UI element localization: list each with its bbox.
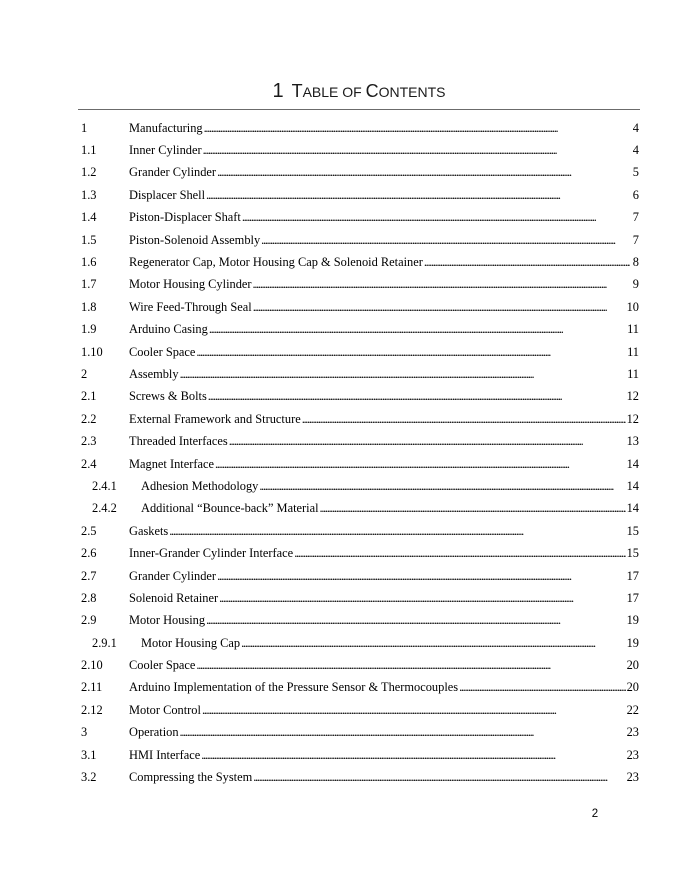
dot-leader (215, 457, 626, 472)
toc-entry-body (129, 725, 639, 740)
dot-leader (196, 345, 626, 360)
toc-entry-page: 5 (632, 165, 639, 180)
toc-entry-body (129, 233, 639, 248)
toc-entry[interactable] (81, 587, 639, 609)
dot-leader (253, 770, 625, 785)
toc-entry-body (129, 569, 639, 584)
dot-leader (209, 322, 626, 337)
toc-entry[interactable] (81, 184, 639, 206)
dot-leader (459, 680, 626, 695)
toc-entry[interactable] (81, 319, 639, 341)
toc-entry-number: 2.5 (81, 523, 97, 538)
toc-entry-body (129, 524, 639, 539)
toc-entry-title[interactable]: Grander Cylinder (129, 568, 217, 583)
toc-entry-title[interactable]: Additional “Bounce-back” Material (141, 501, 319, 516)
toc-entry[interactable] (81, 162, 639, 184)
toc-entry[interactable] (81, 766, 639, 788)
toc-entry-page: 20 (626, 680, 639, 695)
toc-entry-page: 6 (632, 187, 639, 202)
heading-title-initial-2: C (365, 81, 379, 101)
toc-entry-page: 11 (627, 322, 639, 337)
toc-entry-body (129, 748, 639, 763)
toc-entry[interactable] (81, 296, 639, 318)
toc-entry-page: 17 (626, 568, 639, 583)
toc-entry-title[interactable]: Arduino Casing (129, 322, 208, 337)
toc-entry-number: 1.1 (81, 143, 97, 158)
toc-entry-number: 2.2 (81, 411, 97, 426)
toc-entry-number: 1.7 (81, 277, 97, 292)
toc-entry-body (129, 680, 639, 695)
toc-entry-body (129, 591, 639, 606)
dot-leader (180, 367, 626, 382)
toc-entry-number: 2.10 (81, 658, 103, 673)
toc-entry-title[interactable]: Wire Feed-Through Seal (129, 299, 252, 314)
toc-entry-body (141, 479, 639, 494)
toc-heading (78, 80, 640, 110)
heading-title-initial-1: T (291, 81, 303, 101)
toc-entry-title[interactable]: Adhesion Methodology (141, 478, 259, 493)
dot-leader (302, 412, 626, 427)
toc-entry-body (129, 277, 639, 292)
toc-entry[interactable] (81, 542, 639, 564)
toc-entry[interactable] (81, 363, 639, 385)
dot-leader (201, 748, 625, 763)
toc-entry[interactable] (81, 610, 639, 632)
toc-entry-title[interactable]: Operation (129, 725, 179, 740)
toc-entry-page: 23 (626, 725, 639, 740)
dot-leader (261, 233, 630, 248)
toc-entry-number: 2.4 (81, 456, 97, 471)
toc-entry-page: 7 (632, 232, 639, 247)
toc-entry-number: 3.2 (81, 770, 97, 785)
heading-title-part-1: ABLE OF (302, 84, 366, 100)
dot-leader (241, 636, 625, 651)
toc-entry-page: 12 (626, 411, 639, 426)
toc-entry-body (129, 770, 639, 785)
dot-leader (196, 658, 625, 673)
dot-leader (217, 165, 630, 180)
toc-entry-title[interactable]: HMI Interface (129, 747, 201, 762)
dot-leader (259, 479, 625, 494)
toc-entry-number: 1.9 (81, 322, 97, 337)
toc-entry[interactable] (81, 251, 639, 273)
toc-entry-number: 3.1 (81, 747, 97, 762)
toc-entry-page: 15 (626, 546, 639, 561)
dot-leader (204, 121, 630, 136)
dot-leader (208, 389, 626, 404)
toc-entry-page: 23 (626, 747, 639, 762)
dot-leader (320, 501, 626, 516)
dot-leader (253, 300, 626, 315)
toc-entry-title[interactable]: Arduino Implementation of the Pressure Sensor & Thermocouples (129, 680, 459, 695)
toc-entry-number: 1.2 (81, 165, 97, 180)
toc-entry[interactable] (81, 699, 639, 721)
dot-leader (203, 143, 630, 158)
toc-entry-title[interactable]: Regenerator Cap, Motor Housing Cap & Solenoid Retainer (129, 255, 423, 270)
toc-entry-body (129, 165, 639, 180)
toc-entry-title[interactable]: Solenoid Retainer (129, 590, 219, 605)
toc-entry-body (129, 367, 639, 382)
toc-entry-number: 2.6 (81, 546, 97, 561)
toc-entry-page: 8 (632, 255, 639, 270)
toc-entry-title[interactable]: Threaded Interfaces (129, 434, 228, 449)
dot-leader (294, 546, 625, 561)
toc-entry[interactable] (81, 565, 639, 587)
toc-entry-title[interactable]: Displacer Shell (129, 187, 206, 202)
toc-entry-title[interactable]: Motor Housing Cylinder (129, 277, 252, 292)
toc-entry-page: 10 (626, 299, 639, 314)
toc-entry-body (129, 322, 639, 337)
toc-entry-page: 15 (626, 523, 639, 538)
toc-entry-body (129, 143, 639, 158)
dot-leader (424, 255, 630, 270)
toc-entry[interactable] (81, 654, 639, 676)
toc-entry-body (129, 457, 639, 472)
toc-entry[interactable] (81, 117, 639, 139)
toc-entry-number: 1.8 (81, 299, 97, 314)
toc-entry[interactable] (81, 744, 639, 766)
toc-entry-title[interactable]: Compressing the System (129, 770, 253, 785)
toc-entry-number: 2.4.2 (92, 501, 117, 516)
toc-entry-body (129, 255, 639, 270)
toc-entry-number: 2.8 (81, 590, 97, 605)
toc-entry-body (129, 345, 639, 360)
toc-entry-title[interactable]: External Framework and Structure (129, 411, 301, 426)
toc-entry-title[interactable]: Inner Cylinder (129, 143, 202, 158)
heading-title-part-2: ONTENTS (378, 84, 446, 100)
dot-leader (180, 725, 626, 740)
toc-entry-body (129, 434, 639, 449)
toc-entry-number: 1.6 (81, 255, 97, 270)
toc-entry-body (129, 188, 639, 203)
dot-leader (242, 210, 630, 225)
toc-entry[interactable] (81, 229, 639, 251)
toc-entry-page: 11 (627, 366, 639, 381)
dot-leader (229, 434, 626, 449)
dot-leader (206, 188, 630, 203)
toc-entry-title[interactable]: Screws & Bolts (129, 389, 207, 404)
toc-entry-body (129, 546, 639, 561)
toc-entry-title[interactable]: Grander Cylinder (129, 165, 217, 180)
toc-entry-body (129, 389, 639, 404)
dot-leader (253, 277, 630, 292)
toc-entry-title[interactable]: Gaskets (129, 523, 169, 538)
toc-entry-page: 20 (626, 658, 639, 673)
toc-entry[interactable] (81, 408, 639, 430)
toc-entry-page: 14 (626, 501, 639, 516)
toc-entry-number: 2.4.1 (92, 478, 117, 493)
toc-list (81, 117, 639, 789)
toc-entry-page: 4 (632, 120, 639, 135)
toc-entry-number: 1.3 (81, 187, 97, 202)
toc-entry[interactable] (81, 722, 639, 744)
toc-entry-number: 3 (81, 725, 88, 740)
dot-leader (217, 569, 626, 584)
toc-entry-number: 2.9.1 (92, 635, 117, 650)
toc-entry-page: 14 (626, 456, 639, 471)
toc-entry-title[interactable]: Motor Housing (129, 613, 206, 628)
toc-entry-page: 9 (632, 277, 639, 292)
toc-entry[interactable] (81, 677, 639, 699)
toc-entry-title[interactable]: Motor Control (129, 702, 201, 717)
toc-entry-number: 2.1 (81, 389, 97, 404)
toc-entry-title[interactable]: Magnet Interface (129, 456, 214, 471)
toc-entry-body (129, 121, 639, 136)
toc-entry-page: 23 (626, 770, 639, 785)
heading-number: 1 (272, 80, 284, 102)
toc-entry-body (129, 412, 639, 427)
toc-entry[interactable] (81, 453, 639, 475)
toc-entry[interactable] (81, 632, 639, 654)
toc-entry-number: 2.9 (81, 613, 97, 628)
toc-entry-title[interactable]: Piston-Solenoid Assembly (129, 232, 261, 247)
toc-entry[interactable] (81, 520, 639, 542)
toc-entry-page: 7 (632, 210, 639, 225)
toc-entry[interactable] (81, 341, 639, 363)
toc-entry[interactable] (81, 430, 639, 452)
toc-entry-page: 4 (632, 143, 639, 158)
toc-entry-title[interactable]: Cooler Space (129, 658, 196, 673)
dot-leader (169, 524, 625, 539)
toc-entry[interactable] (81, 207, 639, 229)
toc-entry[interactable] (81, 498, 639, 520)
toc-entry-title[interactable]: Inner-Grander Cylinder Interface (129, 546, 294, 561)
toc-entry-number: 2.7 (81, 568, 97, 583)
toc-entry-page: 13 (626, 434, 639, 449)
dot-leader (202, 703, 626, 718)
toc-entry-title[interactable]: Cooler Space (129, 344, 196, 359)
toc-entry-page: 19 (626, 613, 639, 628)
toc-entry-page: 22 (626, 702, 639, 717)
toc-entry-number: 1.10 (81, 344, 103, 359)
toc-entry[interactable] (81, 475, 639, 497)
dot-leader (219, 591, 625, 606)
toc-entry[interactable] (81, 139, 639, 161)
toc-entry-title[interactable]: Manufacturing (129, 120, 203, 135)
toc-entry-title[interactable]: Motor Housing Cap (141, 635, 241, 650)
toc-entry-body (129, 210, 639, 225)
toc-entry[interactable] (81, 274, 639, 296)
toc-entry-page: 17 (626, 590, 639, 605)
toc-entry-title[interactable]: Assembly (129, 366, 179, 381)
toc-entry-body (141, 636, 639, 651)
toc-entry-number: 1.5 (81, 232, 97, 247)
toc-entry-title[interactable]: Piston-Displacer Shaft (129, 210, 241, 225)
toc-entry-body (129, 300, 639, 315)
toc-entry-body (129, 658, 639, 673)
toc-entry-number: 2.11 (81, 680, 103, 695)
toc-entry[interactable] (81, 386, 639, 408)
toc-entry-page: 11 (627, 344, 639, 359)
toc-entry-body (129, 703, 639, 718)
toc-entry-page: 19 (626, 635, 639, 650)
toc-entry-number: 2.12 (81, 702, 103, 717)
toc-entry-number: 2 (81, 366, 88, 381)
toc-entry-page: 14 (626, 478, 639, 493)
page-number: 2 (591, 808, 599, 820)
toc-entry-body (141, 501, 639, 516)
toc-entry-number: 2.3 (81, 434, 97, 449)
toc-entry-page: 12 (626, 389, 639, 404)
toc-entry-body (129, 613, 639, 628)
dot-leader (206, 613, 626, 628)
toc-entry-number: 1 (81, 120, 88, 135)
toc-entry-number: 1.4 (81, 210, 97, 225)
